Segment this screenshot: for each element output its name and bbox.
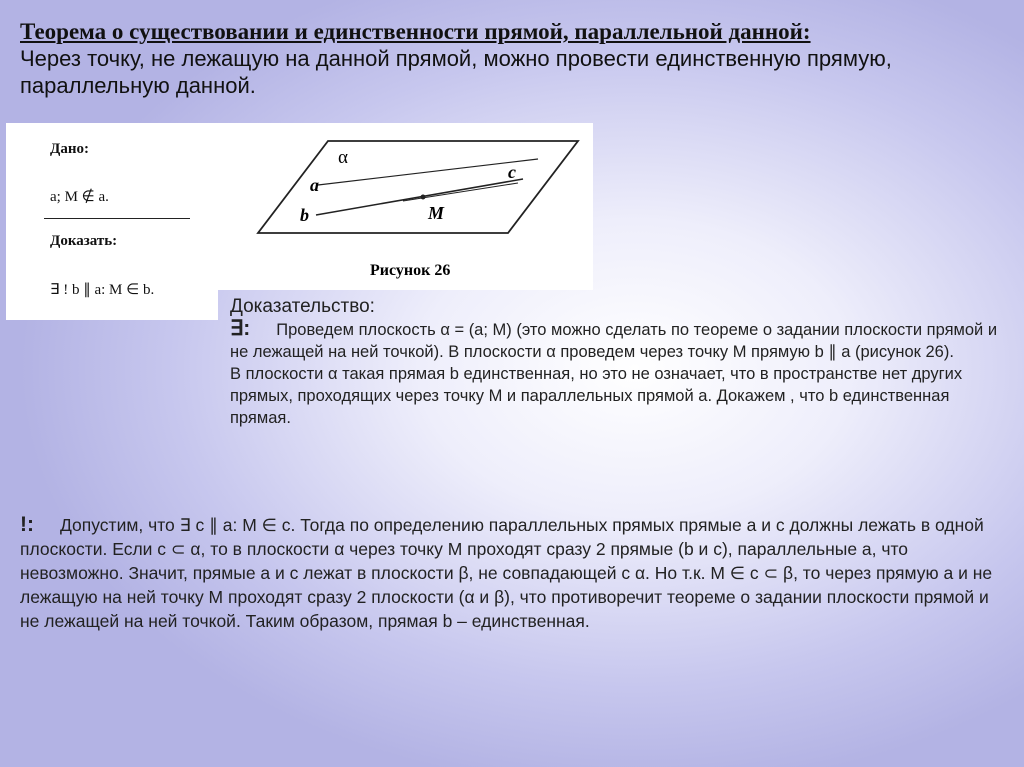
- theorem-statement: Через точку, не лежащую на данной прямой, можно провести единственную прямую, параллельную данной.: [20, 46, 892, 98]
- uniqueness-text: Допустим, что ∃ c ∥ a: M ∈ c. Тогда по определению параллельных прямых прямые a и c должны лежать в одной плоскости. Если c ⊂ α, то в плоскости α через точку M проходят сразу 2 прямые (b и c), параллельные a, что невозможно. Значит, прямые a и c лежат в плоскости β, не совпадающей с α. Но т.к. M ∈ c ⊂ β, то через прямую a и не лежащую на ней точку M проходят сразу 2 плоскости (α и β), что противоречит теореме о задании плоскости прямой и не лежащей на ней точкой. Таким образом, прямая b – единственная.: [20, 515, 993, 631]
- plane-alpha-label: α: [338, 147, 348, 168]
- line-c: [403, 183, 518, 201]
- exists-mark: ∃:: [230, 317, 251, 340]
- theorem-title: [20, 18, 1010, 99]
- prove-label: Доказать:: [50, 233, 118, 249]
- figure-caption: Рисунок 26: [370, 262, 451, 279]
- proof-heading: Доказательство:: [230, 296, 375, 317]
- line-b: [316, 179, 523, 215]
- figure-26: [218, 123, 593, 290]
- given-panel: [6, 123, 218, 320]
- figure-panel: [218, 123, 593, 290]
- proof-block: [230, 296, 1010, 429]
- line-a: [318, 159, 538, 185]
- line-b-label: b: [300, 205, 309, 225]
- point-m-label: M: [428, 203, 445, 223]
- uniqueness-mark: !:: [20, 513, 34, 536]
- given-label: Дано:: [50, 141, 89, 157]
- given-expression: a; M ∉ a.: [50, 189, 109, 205]
- uniqueness-proof: [20, 513, 1010, 633]
- proof-paragraph-1: Проведем плоскость α = (a; M) (это можно сделать по теореме о задании плоскости прямой и не лежащей на ней точкой). В плоскости α проведем через точку M прямую b ∥ a (рисунок 26).: [230, 321, 998, 361]
- proof-paragraph-2: В плоскости α такая прямая b единственная, но это не означает, что в пространстве нет других прямых, проходящих через точку M и параллельных прямой a. Докажем , что b единственная прямая.: [230, 365, 963, 427]
- proof-existence: [230, 318, 1010, 363]
- point-m: [421, 195, 426, 200]
- line-c-label: c: [508, 162, 516, 182]
- line-a-label: a: [310, 175, 319, 195]
- theorem-heading: Теорема о существовании и единственности прямой, параллельной данной:: [20, 19, 811, 44]
- given-divider: [44, 218, 190, 219]
- prove-expression: ∃ ! b ∥ a: M ∈ b.: [50, 282, 155, 298]
